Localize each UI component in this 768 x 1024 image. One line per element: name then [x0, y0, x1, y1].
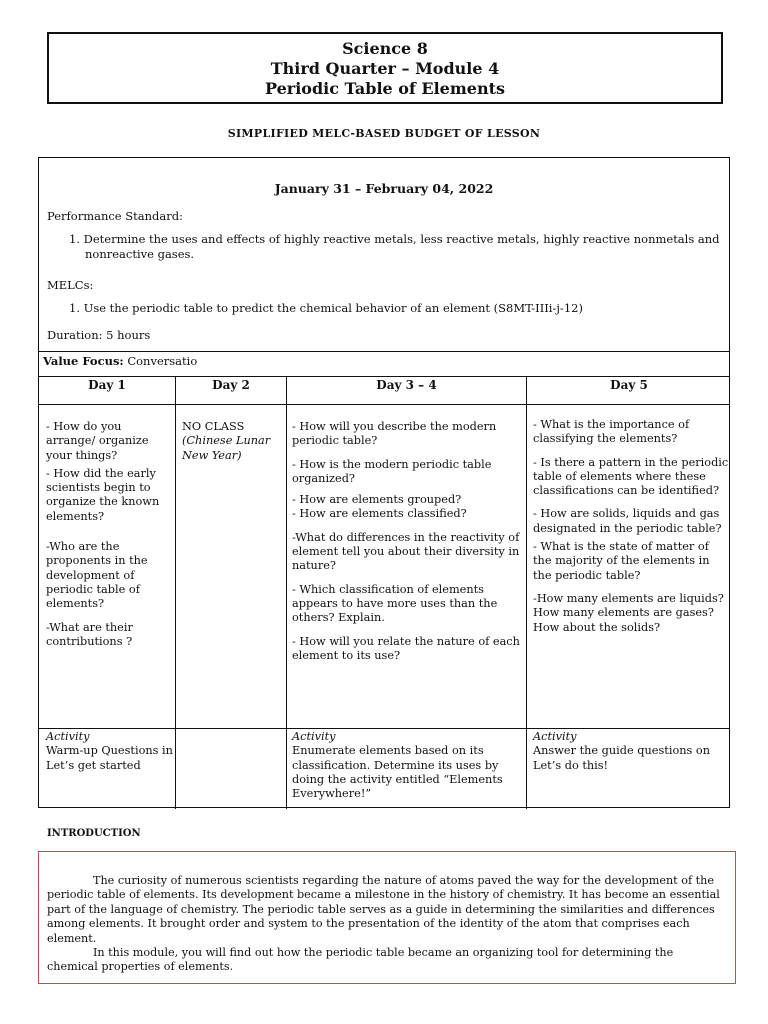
divider: [39, 376, 729, 377]
no-class-reason: (Chinese Lunar New Year): [182, 434, 271, 462]
module-title-box: [47, 32, 723, 104]
value-focus-label: Value Focus:: [43, 354, 124, 368]
lesson-budget-table: [38, 157, 730, 808]
performance-standard-label: Performance Standard:: [47, 209, 183, 223]
day-header-5: Day 5: [610, 378, 648, 392]
value-focus: Conversatio: [127, 354, 198, 368]
activity-label: Activity: [292, 730, 336, 743]
introduction-box: [38, 851, 736, 984]
day1-questions: [46, 420, 174, 658]
question: -Who are the proponents in the development of periodic table of elements?: [46, 540, 148, 611]
activity-text: Answer the guide questions on Let’s do this!: [533, 744, 710, 772]
question: - How is the modern periodic table organized?: [292, 457, 492, 485]
duration: Duration: 5 hours: [47, 328, 151, 342]
question: - How do you arrange/ organize your things?: [46, 420, 149, 462]
question: -What do differences in the reactivity of element tell you about their diversity in nature?: [292, 530, 520, 573]
question: - How will you describe the modern periodic table?: [292, 420, 497, 448]
day-header-1: Day 1: [88, 378, 126, 392]
question: - What is the importance of classifying the elements?: [533, 418, 690, 446]
column-divider: [526, 376, 527, 809]
day34-activity: [292, 730, 524, 801]
question: - Is there a pattern in the periodic table of elements where these classifications can be identified?: [533, 455, 729, 498]
activity-text: Warm-up Questions in Let’s get started: [46, 744, 173, 772]
introduction-heading: INTRODUCTION: [47, 828, 141, 839]
day-header-3-4: Day 3 – 4: [376, 378, 437, 392]
question: -What are their contributions ?: [46, 620, 133, 648]
performance-standard-item: 1. Determine the uses and effects of highly reactive metals, less reactive metals, highly reactive nonmetals and nonreactive gases.: [69, 232, 720, 261]
question: - How did the early scientists begin to organize the known elements?: [46, 466, 160, 523]
question: -How many elements are liquids? How many elements are gases? How about the solids?: [533, 591, 724, 634]
activity-label: Activity: [46, 730, 90, 743]
lesson-date: January 31 – February 04, 2022: [274, 181, 494, 196]
activity-label: Activity: [533, 730, 577, 743]
melc-item: 1. Use the periodic table to predict the chemical behavior of an element (S8MT-IIIi-j-12): [69, 301, 583, 315]
question: - How are solids, liquids and gas designated in the periodic table?: [533, 507, 722, 535]
title-line-3: Periodic Table of Elements: [264, 79, 505, 98]
budget-subtitle: SIMPLIFIED MELC-BASED BUDGET OF LESSON: [227, 127, 541, 140]
day-header-2: Day 2: [212, 378, 250, 392]
day34-questions: [292, 420, 524, 672]
no-class: NO CLASS: [182, 420, 245, 433]
day5-questions: [533, 418, 729, 644]
activity-text: Enumerate elements based on its classification. Determine its uses by doing the activity entitled “Elements Everywhere!”: [292, 744, 503, 801]
question: - What is the state of matter of the majority of the elements in the periodic table?: [533, 540, 710, 582]
intro-paragraph-2: In this module, you will find out how the periodic table became an organizing tool for determining the chemical properties of elements.: [47, 946, 674, 974]
divider: [39, 351, 729, 352]
question: - How will you relate the nature of each element to its use?: [292, 634, 520, 662]
question: - How are elements classified?: [292, 507, 467, 521]
title-line-1: Science 8: [342, 39, 428, 58]
melcs-label: MELCs:: [47, 278, 94, 292]
day1-activity: [46, 730, 174, 773]
day2-content: [182, 420, 282, 463]
title-line-2: Third Quarter – Module 4: [270, 59, 500, 78]
intro-paragraph-1: The curiosity of numerous scientists regarding the nature of atoms paved the way for the development of the periodic table of elements. Its development became a milestone in the history of chemistry. It has become an essential part of the language of chemistry. The periodic table serves as a guide in determining the similarities and differences among elements. It brought order and system to the presentation of the identity of the atom that comprises each element.: [47, 874, 720, 945]
column-divider: [175, 376, 176, 809]
column-divider: [286, 376, 287, 809]
divider: [39, 404, 729, 405]
question: - Which classification of elements appears to have more uses than the others? Explain.: [292, 582, 498, 625]
question: - How are elements grouped?: [292, 493, 462, 507]
divider: [39, 728, 729, 729]
day5-activity: [533, 730, 729, 773]
